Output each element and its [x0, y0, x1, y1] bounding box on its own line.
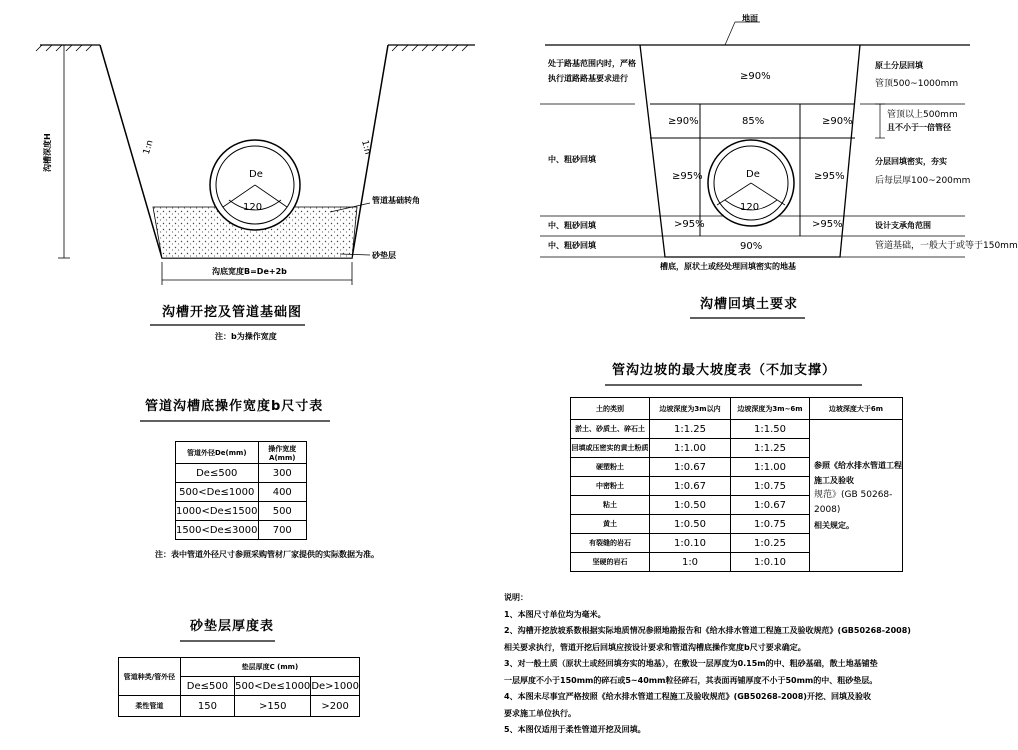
width-cell: De≤500 [176, 464, 259, 483]
note-line: 4、本图未尽事宜严格按照《给水排水管道工程施工及验收规范》(GB50268-2008)开挖、回填及验收 [504, 692, 871, 701]
slope-cell: 1:0.10 [650, 534, 731, 553]
backfill-note-l4: 中、粗砂回填 [548, 221, 596, 230]
table-row [119, 696, 360, 717]
width-cell: 500 [258, 502, 306, 521]
compaction-top: ≥90% [740, 71, 771, 82]
backfill-pipe-label: De [746, 169, 760, 180]
backfill-note-r4: 且不小于一倍管径 [887, 123, 951, 132]
note-line: 2、沟槽开挖放坡系数根据实际地质情况参照地勘报告和《给水排水管道工程施工及验收规范》(GB50268-2008) [504, 626, 911, 635]
width-cell: 300 [258, 464, 306, 483]
slope-note-line: 规范》(GB 50268-2008) [814, 490, 893, 515]
compaction-bottom: 90% [740, 241, 763, 252]
excavation-drawing [36, 45, 475, 325]
notes-title: 说明： [504, 593, 528, 602]
backfill-note-r2: 管顶500~1000mm [875, 79, 959, 89]
compaction-right-2: ≥95% [814, 171, 845, 182]
note-line: 1、本图尺寸单位均为毫米。 [504, 609, 606, 619]
slope-cell: 1:0.50 [650, 496, 731, 515]
sand-bed-label: 砂垫层 [372, 251, 396, 260]
note-line: 5、本图仅适用于柔性管道开挖及回填。 [504, 725, 646, 734]
compaction-right-3: >95% [812, 219, 843, 230]
slope-cell: 1:1.25 [650, 420, 731, 439]
sand-subheader: 500<De≤1000 [235, 677, 311, 696]
width-header-diameter: 管道外径De(mm) [176, 442, 259, 464]
backfill-note-l5: 中、粗砂回填 [548, 241, 596, 250]
width-table-note: 注：表中管道外径尺寸参照采购管材厂家提供的实际数据为准。 [155, 550, 379, 559]
compaction-left-1: ≥90% [668, 116, 699, 127]
slope-cell: 中密粉土 [571, 477, 650, 496]
slope-cell: 1:0.67 [650, 458, 731, 477]
slope-table [570, 397, 903, 572]
table-row [571, 420, 903, 439]
sand-subheader: De>1000 [311, 677, 360, 696]
pipe-base-label: 管道基础转角 [372, 196, 420, 205]
slope-header-3-6m: 边坡深度为3m~6m [731, 398, 810, 420]
backfill-note-r8: 管道基础，一般大于或等于150mm [875, 241, 1018, 251]
backfill-note-l1: 处于路基范围内时，严格 [548, 59, 636, 68]
backfill-note-r5: 分层回填密实，夯实 [875, 157, 947, 166]
backfill-note-r1: 原土分层回填 [875, 61, 923, 70]
excavation-caption: 沟槽开挖及管道基础图 [162, 305, 303, 320]
backfill-caption: 沟槽回填土要求 [700, 297, 799, 312]
width-cell: 700 [258, 521, 306, 540]
excavation-note: 注：b为操作宽度 [215, 332, 277, 341]
slope-cell: 硬塑粉土 [571, 458, 650, 477]
trench-depth-label: 沟槽深度H [43, 133, 52, 172]
slope-cell: 粘土 [571, 496, 650, 515]
table-row [176, 521, 307, 540]
slope-cell: 回填或压密实的黄土粉质 [571, 439, 650, 458]
slope-cell: 1:0.10 [731, 553, 810, 572]
slope-cell: 黄土 [571, 515, 650, 534]
sand-header-top: 垫层厚度C (mm) [180, 658, 359, 677]
slope-header-6m: 边坡深度大于6m [810, 398, 903, 420]
note-line: 要求施工单位执行。 [504, 708, 576, 718]
slope-cell: 1:0.67 [731, 496, 810, 515]
note-line: 一层厚度不小于150mm的碎石或5~40mm粒径碎石，其表面再铺厚度不小于50mm的中、粗砂垫层。 [504, 675, 878, 685]
sand-cell: >200 [311, 696, 360, 717]
sand-cell: >150 [235, 696, 311, 717]
slope-cell: 1:1.00 [731, 458, 810, 477]
width-table-title: 管道沟槽底操作宽度b尺寸表 [145, 399, 324, 414]
slope-merged-note [810, 420, 903, 572]
sand-table [118, 657, 360, 717]
trench-width-label: 沟底宽度B=De+2b [212, 267, 287, 276]
slope-cell: 坚硬的岩石 [571, 553, 650, 572]
width-cell: 1500<De≤3000 [176, 521, 259, 540]
slope-cell: 淤土、砂质土、碎石土 [571, 420, 650, 439]
slope-cell: 1:0.25 [731, 534, 810, 553]
width-header-operation: 操作宽度A(mm) [258, 442, 306, 464]
table-row [176, 464, 307, 483]
slope-note-line: 相关规定。 [814, 521, 854, 530]
slope-table-title: 管沟边坡的最大坡度表（不加支撑） [612, 363, 837, 378]
sand-table-title: 砂垫层厚度表 [190, 619, 275, 634]
compaction-left-2: ≥95% [672, 171, 703, 182]
pipe-diameter-label: De [249, 169, 263, 180]
table-row [176, 502, 307, 521]
backfill-note-r7: 设计支承角范围 [875, 221, 931, 230]
backfill-angle-label: 120 [740, 202, 760, 213]
width-cell: 400 [258, 483, 306, 502]
bedding-angle-label: 120 [243, 202, 263, 213]
slope-cell: 1:0.75 [731, 515, 810, 534]
compaction-mid: 85% [742, 116, 765, 127]
slope-label-right: 1:n [359, 139, 373, 156]
note-line: 3、对一般土质（原状土或经回填夯实的地基），在敷设一层厚度为0.15m的中、粗砂基础，散土地基铺垫 [504, 659, 878, 668]
backfill-note-r3: 管顶以上500mm [887, 110, 958, 120]
compaction-left-3: >95% [674, 219, 705, 230]
slope-cell: 1:0 [650, 553, 731, 572]
sand-header-left: 管道种类/管外径 [119, 658, 181, 696]
notes-block [504, 590, 911, 739]
width-cell: 500<De≤1000 [176, 483, 259, 502]
slope-header-soil: 土的类别 [571, 398, 650, 420]
slope-note-line: 参照《给水排水管道工程施工及验收 [814, 461, 902, 485]
slope-cell: 1:0.67 [650, 477, 731, 496]
sand-cell: 150 [180, 696, 234, 717]
backfill-note-r6: 后每层厚100~200mm [875, 176, 971, 186]
slope-cell: 1:1.25 [731, 439, 810, 458]
ground-label: 地面 [742, 14, 758, 23]
width-table [175, 441, 307, 540]
slope-header-3m: 边坡深度为3m以内 [650, 398, 731, 420]
note-line: 相关要求执行，管道开挖后回填应按设计要求和管道沟槽底操作宽度b尺寸要求确定。 [504, 642, 806, 652]
backfill-bottom-note: 槽底，原状土或经处理回填密实的地基 [660, 262, 796, 271]
sand-cell: 柔性管道 [119, 696, 181, 717]
slope-cell: 1:0.75 [731, 477, 810, 496]
slope-cell: 有裂缝的岩石 [571, 534, 650, 553]
slope-cell: 1:0.50 [650, 515, 731, 534]
backfill-note-l2: 执行道路路基要求进行 [548, 74, 628, 83]
compaction-right-1: ≥90% [822, 116, 853, 127]
backfill-note-l3: 中、粗砂回填 [548, 155, 596, 164]
slope-cell: 1:1.50 [731, 420, 810, 439]
slope-cell: 1:1.00 [650, 439, 731, 458]
table-row [176, 483, 307, 502]
slope-label-left: 1:n [141, 139, 156, 156]
sand-subheader: De≤500 [180, 677, 234, 696]
width-cell: 1000<De≤1500 [176, 502, 259, 521]
